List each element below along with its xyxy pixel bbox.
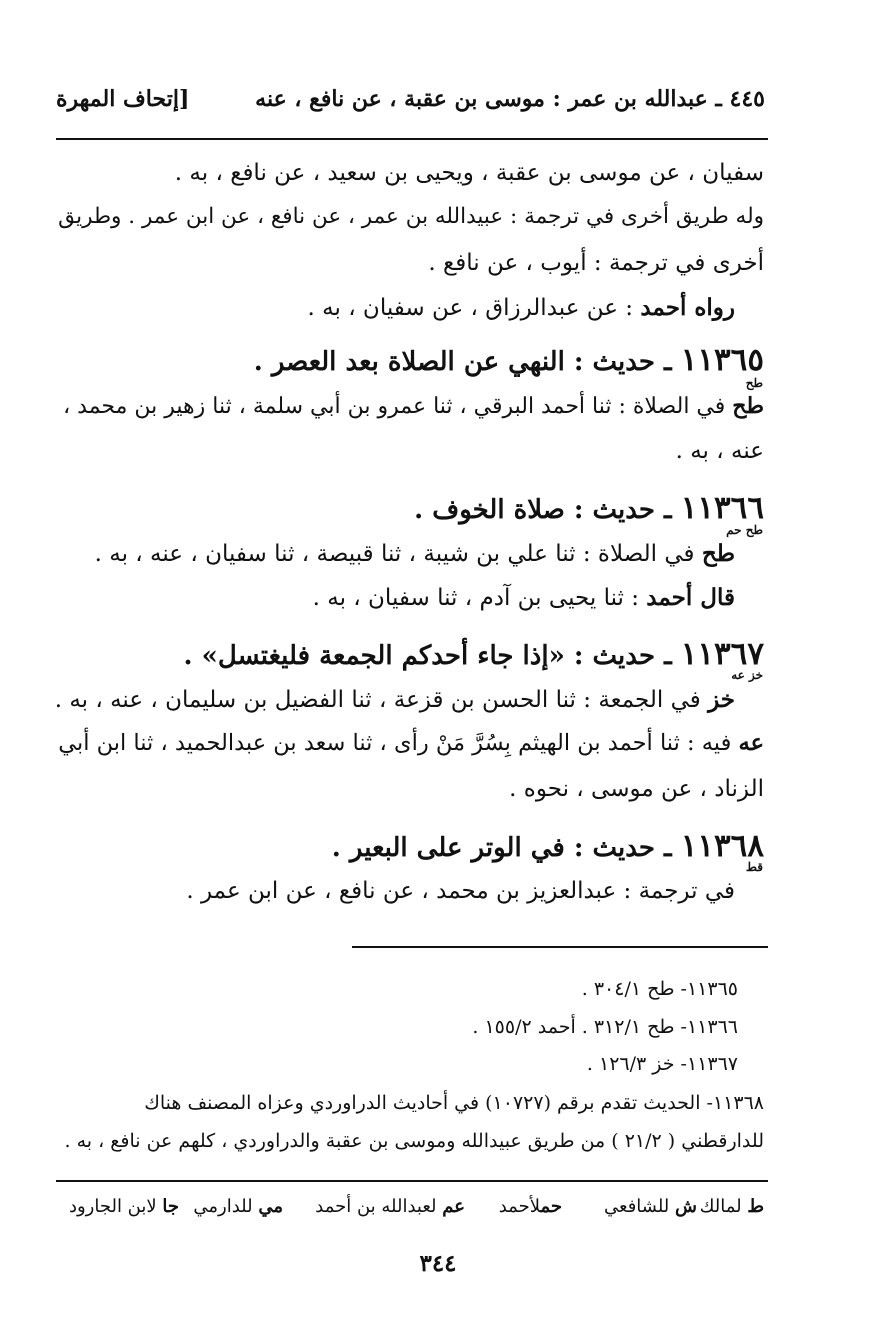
abbr-code: جا: [162, 1196, 179, 1217]
abbr-code: ش: [675, 1196, 697, 1217]
hadith-number: ١١٣٦٥: [680, 342, 764, 378]
source-code: عه: [738, 730, 764, 756]
footnote-11368-line-2: للدارقطني ( ٢١/٢ ) من طريق عبيدالله وموسى بن عقبة والدراوردي ، كلهم عن نافع ، به .: [64, 1130, 764, 1152]
hadith-11365-line-1: [63, 393, 764, 419]
hadith-heading-11368: [332, 828, 764, 864]
hadith-11368-line-1: في ترجمة : عبدالعزيز بن محمد ، عن نافع ، عن ابن عمر .: [186, 878, 735, 904]
chain-text: في الجمعة : ثنا الحسن بن قزعة ، ثنا الفضيل بن سليمان ، عنه ، به .: [54, 687, 709, 713]
abbr-name: للشافعي: [604, 1196, 676, 1217]
chain-text: : ثنا يحيى بن آدم ، ثنا سفيان ، به .: [312, 585, 647, 611]
abbr-code: عم: [442, 1196, 465, 1217]
hadith-number: ١١٣٦٦: [680, 490, 764, 526]
hadith-heading-11367: [184, 636, 764, 672]
source-mark: طح حم: [726, 523, 763, 537]
chain-text: في الصلاة : ثنا أحمد البرقي ، ثنا عمرو بن أبي سلمة ، ثنا زهير بن محمد ،: [63, 394, 733, 419]
source-text: : عن عبدالرزاق ، عن سفيان ، به .: [307, 295, 641, 321]
abbr-name: للدارمي: [193, 1196, 259, 1217]
hadith-11366-line-2: [313, 584, 735, 611]
abbr-name: لمالك: [699, 1196, 748, 1217]
source-mark: قط: [745, 860, 763, 874]
footnote-11367: ١١٣٦٧- خز ١٢٦/٣ .: [586, 1053, 738, 1075]
hadith-11366-line-1: [95, 540, 735, 567]
hadith-11367-line-1: [55, 686, 735, 713]
abbr-name: لأحمد: [498, 1196, 541, 1217]
hadith-number: ١١٣٦٧: [680, 636, 764, 672]
footnote-rule: [352, 946, 768, 948]
footnote-11365: ١١٣٦٥- طح ٣٠٤/١ .: [581, 978, 738, 1000]
abbreviation-shafii: [604, 1196, 697, 1217]
source-mark: طح: [745, 376, 763, 390]
source-code: خز: [708, 686, 735, 713]
abbr-code: مي: [258, 1196, 283, 1217]
abbreviations-rule: [56, 1180, 768, 1182]
abbreviation-abdullah: [315, 1196, 465, 1217]
abbreviation-malik: [700, 1196, 764, 1217]
source-name: رواه أحمد: [640, 294, 735, 321]
source-mark: خز عه: [731, 668, 763, 682]
footnote-11366: ١١٣٦٦- طح ٣١٢/١ . أحمد ١٥٥/٢ .: [472, 1016, 738, 1038]
hadith-11365-line-2: عنه ، به .: [675, 438, 764, 464]
hadith-number: ١١٣٦٨: [680, 828, 764, 864]
header-rule: [56, 138, 768, 140]
running-title: ٤٤٥ ـ عبدالله بن عمر : موسى بن عقبة ، عن نافع ، عنه: [255, 86, 765, 112]
intro-line-1: سفيان ، عن موسى بن عقبة ، ويحيى بن سعيد ، عن نافع ، به .: [174, 160, 764, 186]
book-title: [إتحاف المهرة: [56, 86, 190, 112]
abbreviation-darimi: [193, 1196, 283, 1217]
chain-text: في الصلاة : ثنا علي بن شيبة ، ثنا قبيصة ، ثنا سفيان ، عنه ، به .: [94, 541, 702, 567]
hadith-title: ـ حديث : النهي عن الصلاة بعد العصر .: [253, 347, 681, 377]
footnote-11368-line-1: ١١٣٦٨- الحديث تقدم برقم (١٠٧٢٧) في أحاديث الدراوردي وعزاه المصنف هناك: [144, 1092, 764, 1114]
source-code: طح: [701, 540, 735, 567]
intro-line-3: أخرى في ترجمة : أيوب ، عن نافع .: [428, 250, 764, 276]
hadith-11367-line-2: [58, 730, 764, 756]
hadith-title: ـ حديث : في الوتر على البعير .: [331, 833, 681, 863]
abbr-name: لابن الجارود: [68, 1196, 163, 1217]
source-code: طح: [732, 393, 764, 419]
abbreviation-ahmad: [499, 1196, 562, 1217]
abbr-name: لعبدالله بن أحمد: [315, 1196, 443, 1217]
abbr-code: ط: [747, 1196, 764, 1217]
hadith-11367-line-3: الزناد ، عن موسى ، نحوه .: [509, 776, 764, 802]
hadith-heading-11365: [254, 342, 764, 378]
intro-line-4: [308, 294, 735, 321]
intro-line-2: وله طريق أخرى في ترجمة : عبيدالله بن عمر ، عن نافع ، عن ابن عمر . وطريق: [58, 204, 764, 229]
hadith-title: ـ حديث : «إذا جاء أحدكم الجمعة فليغتسل» .: [183, 641, 681, 671]
abbr-code: حم: [540, 1196, 562, 1217]
page-number: ٣٤٤: [419, 1250, 457, 1277]
hadith-title: ـ حديث : صلاة الخوف .: [414, 495, 681, 525]
abbreviation-jarud: [69, 1196, 179, 1217]
source-name: قال أحمد: [646, 584, 735, 611]
chain-text: فيه : ثنا أحمد بن الهيثم بِسُرَّ مَنْ رأى ، ثنا سعد بن عبدالحميد ، ثنا ابن أبي: [58, 730, 739, 756]
hadith-heading-11366: [414, 490, 764, 526]
